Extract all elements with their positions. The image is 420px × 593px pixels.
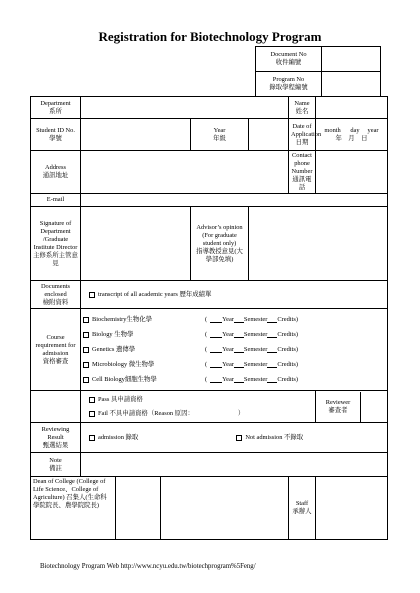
note-label-en: Note bbox=[49, 456, 62, 464]
email-label: E-mail bbox=[31, 194, 81, 207]
year-blank[interactable] bbox=[210, 376, 222, 383]
program-no-label-zh: 錄取學程編號 bbox=[269, 84, 308, 91]
date-label-zh: 日期 bbox=[295, 138, 309, 146]
course-items bbox=[83, 312, 385, 387]
date-label bbox=[289, 119, 322, 151]
year-blank[interactable] bbox=[210, 346, 222, 353]
registration-form bbox=[30, 96, 388, 540]
not-admission-label: Not admission 不錄取 bbox=[245, 433, 304, 441]
signature-label bbox=[31, 207, 81, 281]
course-checkbox[interactable] bbox=[83, 347, 89, 353]
student-id-label-zh: 學號 bbox=[49, 134, 62, 142]
address-label-en: Address bbox=[45, 164, 66, 171]
course-credits-label: Credits bbox=[277, 375, 296, 383]
program-no-label bbox=[256, 72, 322, 97]
fail-checkbox[interactable] bbox=[89, 411, 95, 417]
documents-label bbox=[31, 281, 81, 309]
course-close-paren: ) bbox=[295, 315, 298, 323]
reviewer-label bbox=[316, 392, 361, 422]
course-row bbox=[83, 327, 385, 342]
course-open-paren: ( bbox=[205, 375, 208, 383]
semester-blank[interactable] bbox=[234, 316, 244, 323]
note-field[interactable] bbox=[81, 453, 388, 477]
date-format-en: month day year bbox=[324, 126, 379, 134]
staff-label-zh: 承辦人 bbox=[292, 508, 312, 515]
student-id-field[interactable] bbox=[81, 119, 191, 151]
credits-blank[interactable] bbox=[267, 376, 277, 383]
address-field[interactable] bbox=[81, 151, 289, 194]
contact-field[interactable] bbox=[316, 151, 388, 194]
course-row bbox=[83, 372, 385, 387]
course-open-paren: ( bbox=[205, 360, 208, 368]
course-open-paren: ( bbox=[205, 330, 208, 338]
credits-blank[interactable] bbox=[267, 316, 277, 323]
review-blank-label bbox=[31, 391, 81, 423]
credits-blank[interactable] bbox=[267, 346, 277, 353]
year-field[interactable] bbox=[249, 119, 289, 151]
year-label-en: Year bbox=[213, 126, 226, 134]
reviewer-label-en: Reviewer bbox=[325, 398, 351, 406]
course-close-paren: ) bbox=[295, 375, 298, 383]
credits-blank[interactable] bbox=[267, 331, 277, 338]
course-name: Genetics 遺傳學 bbox=[92, 345, 136, 353]
course-close-paren: ) bbox=[295, 360, 298, 368]
course-credits-label: Credits bbox=[277, 345, 296, 353]
advisor-label bbox=[191, 207, 249, 281]
transcript-checkbox[interactable] bbox=[89, 292, 95, 298]
course-semester-label: Semester bbox=[243, 345, 268, 353]
course-row bbox=[83, 312, 385, 327]
course-year-label: Year bbox=[222, 360, 234, 368]
staff-field[interactable] bbox=[316, 477, 388, 540]
staff-label bbox=[289, 477, 316, 540]
document-no-field[interactable] bbox=[322, 47, 381, 72]
department-label-zh: 系所 bbox=[49, 107, 62, 115]
date-label-en: Date of Application bbox=[291, 122, 322, 138]
semester-blank[interactable] bbox=[234, 361, 244, 368]
course-semester-label: Semester bbox=[243, 330, 268, 338]
transcript-label: transcript of all academic years 歷年成績單 bbox=[98, 290, 212, 298]
signature-label-en: Signature of Department /Graduate Institute Director bbox=[33, 219, 78, 251]
admission-label: admission 錄取 bbox=[98, 433, 139, 441]
course-name: Cell Biology細胞生物學 bbox=[92, 375, 157, 383]
documents-label-zh: 檢附資料 bbox=[42, 298, 69, 306]
document-no-label-en: Document No bbox=[270, 51, 307, 58]
date-format-zh: 年 月 日 bbox=[335, 134, 368, 142]
documents-label-en: Documents enclosed bbox=[40, 282, 71, 298]
course-list bbox=[81, 309, 388, 391]
course-year-label: Year bbox=[222, 345, 234, 353]
result-label-en: Reviewing Result bbox=[41, 425, 70, 441]
course-semester-label: Semester bbox=[243, 315, 268, 323]
name-label-en: Name bbox=[294, 99, 310, 107]
reviewing-result-label bbox=[31, 423, 81, 453]
credits-blank[interactable] bbox=[267, 361, 277, 368]
staff-label-en: Staff bbox=[295, 500, 309, 507]
document-number-box bbox=[255, 46, 381, 97]
semester-blank[interactable] bbox=[234, 346, 244, 353]
fail-label: Fail 不具申請資格（Reason 原因： bbox=[98, 409, 194, 417]
reviewer-label-zh: 審查者 bbox=[328, 406, 348, 414]
contact-label-en: Contact phone Number bbox=[291, 152, 313, 175]
course-name: Biology 生物學 bbox=[92, 330, 134, 338]
contact-label bbox=[289, 151, 316, 194]
course-semester-label: Semester bbox=[243, 360, 268, 368]
dean-signature-field[interactable] bbox=[161, 477, 289, 540]
course-semester-label: Semester bbox=[243, 375, 268, 383]
note-label-zh: 備註 bbox=[49, 464, 62, 472]
email-field[interactable] bbox=[81, 194, 388, 207]
student-id-label bbox=[31, 119, 81, 151]
pass-fail-field bbox=[81, 391, 316, 423]
year-label-zh: 年級 bbox=[213, 134, 226, 142]
course-checkbox[interactable] bbox=[83, 317, 89, 323]
address-label bbox=[31, 151, 81, 194]
advisor-label-zh: 指導教授意見(大學部免填) bbox=[196, 247, 243, 263]
course-open-paren: ( bbox=[205, 345, 208, 353]
course-credits-label: Credits bbox=[277, 315, 296, 323]
course-requirement-label bbox=[31, 309, 81, 391]
note-label bbox=[31, 453, 81, 477]
address-label-zh: 通訊地址 bbox=[42, 172, 69, 179]
year-blank[interactable] bbox=[210, 331, 222, 338]
course-label-zh: 資格審查 bbox=[42, 357, 69, 365]
document-no-label bbox=[256, 47, 322, 72]
reviewer-cell bbox=[316, 391, 388, 423]
name-label bbox=[289, 97, 316, 119]
document-no-label-zh: 收件編號 bbox=[275, 59, 302, 66]
year-label bbox=[191, 119, 249, 151]
course-credits-label: Credits bbox=[277, 330, 296, 338]
course-checkbox[interactable] bbox=[83, 377, 89, 383]
course-open-paren: ( bbox=[205, 315, 208, 323]
course-year-label: Year bbox=[222, 375, 234, 383]
pass-label: Pass 具申請資格 bbox=[98, 395, 143, 403]
department-label-en: Department bbox=[40, 99, 71, 107]
admission-checkbox[interactable] bbox=[89, 435, 95, 441]
course-year-label: Year bbox=[222, 315, 234, 323]
advisor-label-en: Advisor’s opinion (For graduate student only) bbox=[196, 223, 243, 247]
course-row bbox=[83, 342, 385, 357]
advisor-field[interactable] bbox=[249, 207, 388, 281]
result-label-zh: 甄選結果 bbox=[42, 441, 69, 449]
reviewer-field[interactable] bbox=[361, 392, 388, 422]
course-name: Biochemistry生物化學 bbox=[92, 315, 152, 323]
year-blank[interactable] bbox=[210, 361, 222, 368]
program-no-label-en: Program No bbox=[272, 76, 305, 83]
year-blank[interactable] bbox=[210, 316, 222, 323]
pass-checkbox[interactable] bbox=[89, 397, 95, 403]
semester-blank[interactable] bbox=[234, 376, 244, 383]
name-field[interactable] bbox=[316, 97, 388, 119]
course-checkbox[interactable] bbox=[83, 332, 89, 338]
course-checkbox[interactable] bbox=[83, 362, 89, 368]
signature-label-zh: 主修系所主管意見 bbox=[33, 251, 78, 267]
dean-cell bbox=[31, 477, 161, 540]
contact-label-zh: 通訊電話 bbox=[292, 176, 312, 191]
page-title: Registration for Biotechnology Program bbox=[98, 29, 322, 44]
footer-link[interactable]: Biotechnology Program Web http://www.ncyu.edu.tw/biotechprogram%5Feng/ bbox=[40, 563, 256, 570]
student-id-label-en: Student ID No. bbox=[36, 126, 75, 134]
course-row bbox=[83, 357, 385, 372]
department-label bbox=[31, 97, 81, 119]
signature-field[interactable] bbox=[81, 207, 191, 281]
name-label-zh: 姓名 bbox=[295, 107, 309, 115]
course-close-paren: ) bbox=[295, 345, 298, 353]
dean-field[interactable] bbox=[116, 477, 161, 539]
course-credits-label: Credits bbox=[277, 360, 296, 368]
program-no-field[interactable] bbox=[322, 72, 381, 97]
course-name: Microbiology 微生物學 bbox=[92, 360, 155, 368]
semester-blank[interactable] bbox=[234, 331, 244, 338]
reviewing-result-field bbox=[81, 423, 388, 453]
documents-field bbox=[81, 281, 388, 309]
fail-close: ） bbox=[237, 409, 245, 417]
dean-label: Dean of College (College of Life Science、College of Agriculture) 召集人(生命科學院院長、農學院院長) bbox=[31, 477, 116, 539]
date-field[interactable] bbox=[316, 119, 388, 151]
course-year-label: Year bbox=[222, 330, 234, 338]
course-close-paren: ) bbox=[295, 330, 298, 338]
not-admission-checkbox[interactable] bbox=[236, 435, 242, 441]
course-label-en: Course requirement for admission bbox=[35, 333, 76, 357]
department-field[interactable] bbox=[81, 97, 289, 119]
